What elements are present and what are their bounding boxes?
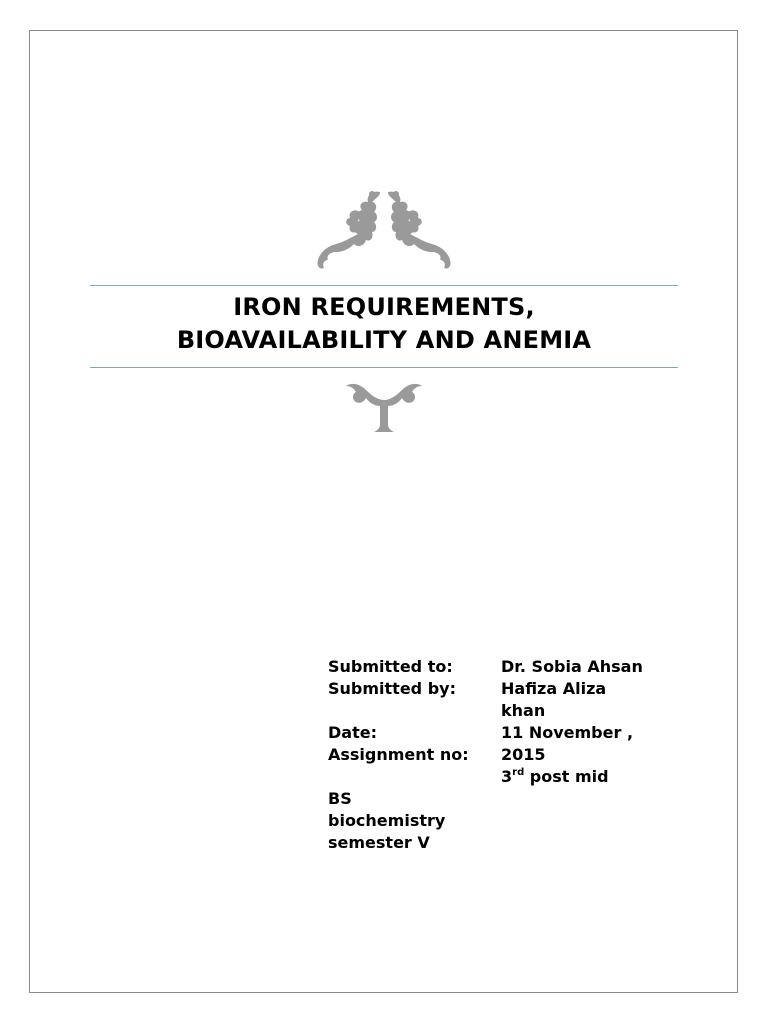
date-label: Date: [328,723,377,742]
submitted-by-label: Submitted by: [328,679,456,698]
assignment-label: Assignment no: [328,745,469,764]
title-line-2: BIOAVAILABILITY AND ANEMIA [176,326,592,354]
floral-scroll-icon [310,188,458,272]
submitted-by-value-line2: khan [501,701,546,720]
assignment-value: 2015 [501,745,546,764]
submitted-by-value-line1: Hafiza Aliza [501,679,607,698]
floral-drop-icon [342,380,426,436]
ordinal-suffix: rd [512,766,525,778]
submitted-to-value: Dr. Sobia Ahsan [501,657,643,676]
date-value: 11 November , [501,723,634,742]
document-title [90,291,678,357]
submitted-to-label: Submitted to: [328,657,453,676]
top-divider [90,285,678,286]
title-line-1: IRON REQUIREMENTS, [233,293,535,321]
ordinal-rest: post mid [524,767,609,786]
program-line-2: biochemistry [328,811,446,830]
program-line-1: BS [328,789,352,808]
ordinal-number: 3 [501,767,513,786]
program-line-3: semester V [328,833,430,852]
bottom-divider [90,367,678,368]
ordinal-value [501,766,609,788]
